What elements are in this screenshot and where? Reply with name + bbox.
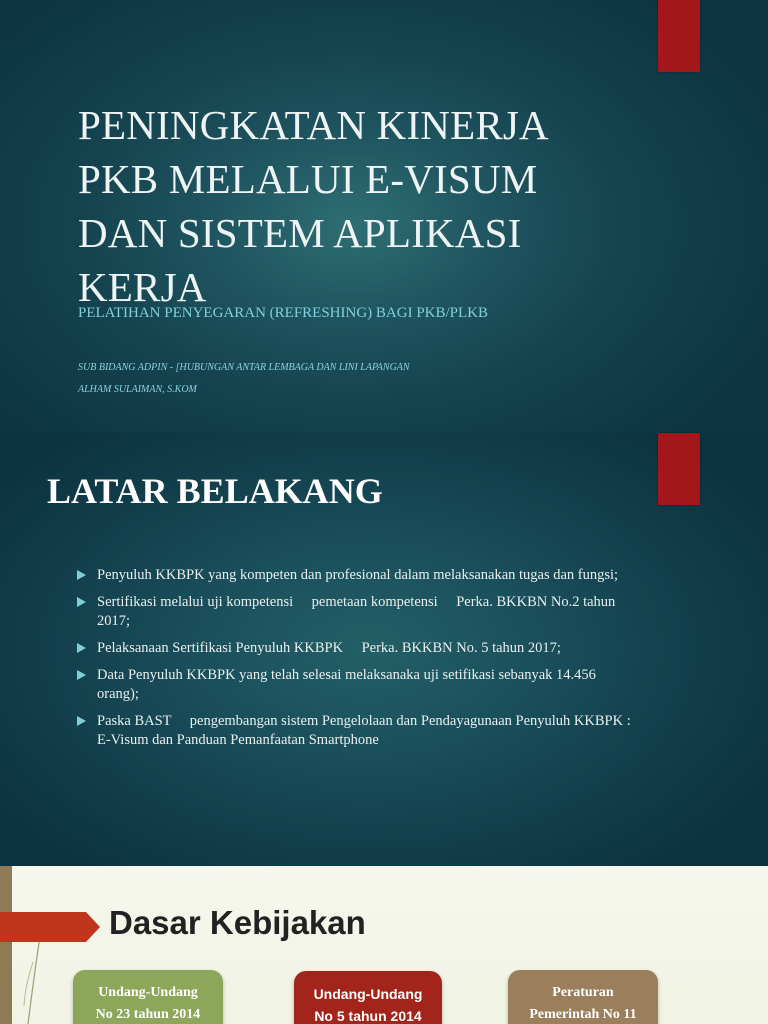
bullet-text: Data Penyuluh KKBPK yang telah selesai melaksanaka uji setifikasi sebanyak 14.456 orang);: [97, 648, 596, 683]
bullet-text: Sertifikasi melalui uji kompetensi pemetaan kompetensi Perka. BKKBN No.2 tahun 2017;: [97, 594, 623, 610]
box-line: Peraturan: [552, 985, 614, 1000]
title-slide: [0, 0, 768, 432]
list-item: [77, 694, 637, 750]
title-line: DAN SISTEM APLIKASI: [78, 210, 522, 256]
policy-box-uu-23: [73, 970, 223, 1024]
title-line: PKB MELALUI E-VISUM: [78, 156, 538, 202]
list-item: [77, 566, 637, 585]
triangle-bullet-icon: [77, 670, 86, 680]
triangle-bullet-icon: [77, 716, 86, 726]
policy-box-pp-11: [508, 970, 658, 1024]
bullet-list: [77, 566, 637, 758]
box-line: Undang-Undang: [313, 986, 423, 1002]
section-title: Dasar Kebijakan: [109, 904, 366, 941]
red-accent-bar: [658, 433, 700, 505]
triangle-bullet-icon: [77, 643, 86, 653]
presentation-title: [78, 98, 618, 314]
bullet-text: Pelaksanaan Sertifikasi Penyuluh KKBPK Perka. BKKBN No. 5 tahun 2017;: [97, 621, 547, 637]
policy-slide: [0, 866, 768, 1024]
background-slide: [0, 432, 768, 866]
presentation-subtitle: PELATIHAN PENYEGARAN (REFRESHING) BAGI PKB/PLKB: [78, 305, 489, 321]
box-line: No 23 tahun 2014: [95, 1007, 201, 1022]
bullet-text: Paska BAST pengembangan sistem Pengelolaan dan Pendayagunaan Penyuluh KKBPK : E-Visum dan Panduan Pemanfaatan Smartphone: [97, 694, 634, 729]
arrow-banner-icon: [0, 912, 100, 942]
list-item: [77, 593, 637, 631]
triangle-bullet-icon: [77, 570, 86, 580]
box-line: Pemerintah No 11: [529, 1007, 637, 1022]
author-name: ALHAM SULAIMAN, S.KOM: [78, 384, 197, 395]
title-line: KERJA: [78, 264, 207, 310]
red-accent-bar: [658, 0, 700, 72]
list-item: [77, 648, 637, 704]
title-line: PENINGKATAN KINERJA: [78, 102, 549, 148]
section-title: LATAR BELAKANG: [47, 471, 383, 511]
box-line: No 5 tahun 2014: [314, 1008, 422, 1024]
box-line: Undang-Undang: [98, 985, 198, 1000]
division-info: SUB BIDANG ADPIN - [HUBUNGAN ANTAR LEMBAGA DAN LINI LAPANGAN: [78, 362, 410, 373]
policy-box-uu-5: [294, 971, 442, 1024]
list-item: [77, 621, 637, 658]
bullet-text: Penyuluh KKBPK yang kompeten dan profesional dalam melaksanakan tugas dan fungsi;: [97, 567, 619, 583]
triangle-bullet-icon: [77, 597, 86, 607]
decorative-line: [0, 866, 60, 1024]
